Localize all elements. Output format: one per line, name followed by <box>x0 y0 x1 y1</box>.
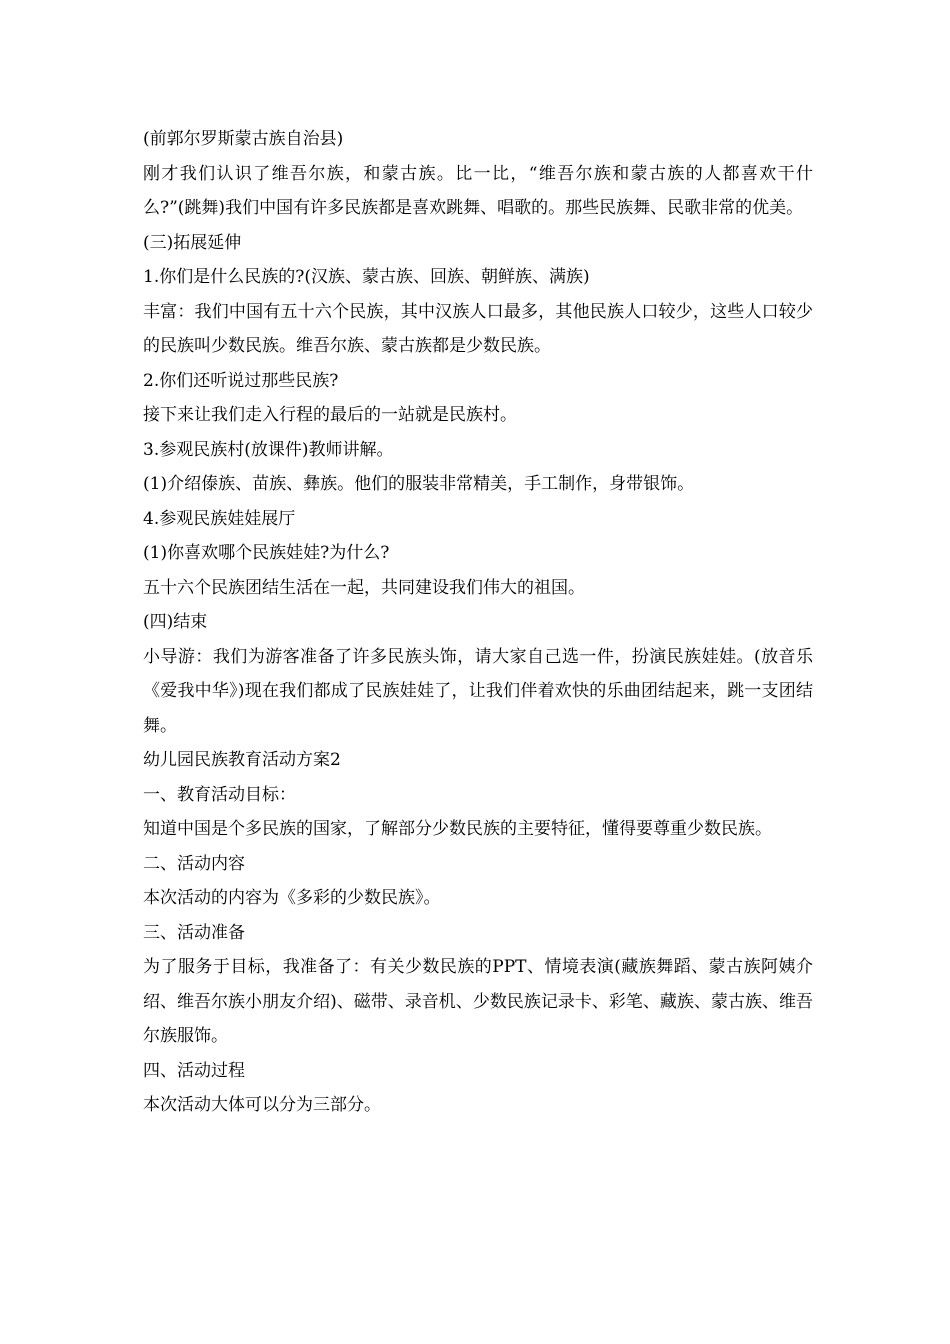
section-heading-goals: 一、教育活动目标： <box>143 784 296 805</box>
paragraph-ethnic-village: 接下来让我们走入行程的最后的一站就是民族村。 <box>143 405 517 425</box>
section-heading-process: 四、活动过程 <box>143 1060 245 1081</box>
paragraph-process: 本次活动大体可以分为三部分。 <box>143 1095 381 1115</box>
document-page <box>143 122 813 1123</box>
list-item-visit-village: 3.参观民族村(放课件)教师讲解。 <box>143 439 394 460</box>
document-title-plan-2: 幼儿园民族教育活动方案2 <box>143 750 341 770</box>
paragraph-favorite-doll: (1)你喜欢哪个民族娃娃?为什么? <box>143 543 390 563</box>
paragraph-compare-dance: 刚才我们认识了维吾尔族，和蒙古族。比一比，“维吾尔族和蒙古族的人都喜欢干什么?”(跳舞)我们中国有许多民族都是喜欢跳舞、唱歌的。那些民族舞、民歌非常的优美。 <box>143 163 813 218</box>
section-heading-content: 二、活动内容 <box>143 853 245 874</box>
section-heading-extension: (三)拓展延伸 <box>143 232 242 253</box>
list-item-doll-hall: 4.参观民族娃娃展厅 <box>143 508 296 529</box>
paragraph-enrich: 丰富：我们中国有五十六个民族，其中汉族人口最多，其他民族人口较少，这些人口较少的民族叫少数民族。维吾尔族、蒙古族都是少数民族。 <box>143 301 813 356</box>
paragraph-region-note: (前郭尔罗斯蒙古族自治县) <box>143 129 344 149</box>
paragraph-goals: 知道中国是个多民族的国家，了解部分少数民族的主要特征，懂得要尊重少数民族。 <box>143 819 772 839</box>
section-heading-ending: (四)结束 <box>143 612 208 632</box>
paragraph-content: 本次活动的内容为《多彩的少数民族》。 <box>143 888 441 908</box>
paragraph-unity: 五十六个民族团结生活在一起，共同建设我们伟大的祖国。 <box>143 577 585 598</box>
paragraph-introduce-groups: (1)介绍傣族、苗族、彝族。他们的服装非常精美，手工制作，身带银饰。 <box>143 474 695 494</box>
section-heading-preparation: 三、活动准备 <box>143 922 245 943</box>
paragraph-preparation: 为了服务于目标，我准备了：有关少数民族的PPT、情境表演(藏族舞蹈、蒙古族阿姨介绍、维吾尔族小朋友介绍)、磁带、录音机、少数民族记录卡、彩笔、藏族、蒙古族、维吾尔族服饰。 <box>143 957 813 1046</box>
list-item-question-2: 2.你们还听说过那些民族? <box>143 370 339 391</box>
paragraph-tour-guide: 小导游：我们为游客准备了许多民族头饰，请大家自己选一件，扮演民族娃娃。(放音乐《爱我中华》)现在我们都成了民族娃娃了，让我们伴着欢快的乐曲团结起来，跳一支团结舞。 <box>143 646 813 736</box>
list-item-question-1: 1.你们是什么民族的?(汉族、蒙古族、回族、朝鲜族、满族) <box>143 267 590 287</box>
